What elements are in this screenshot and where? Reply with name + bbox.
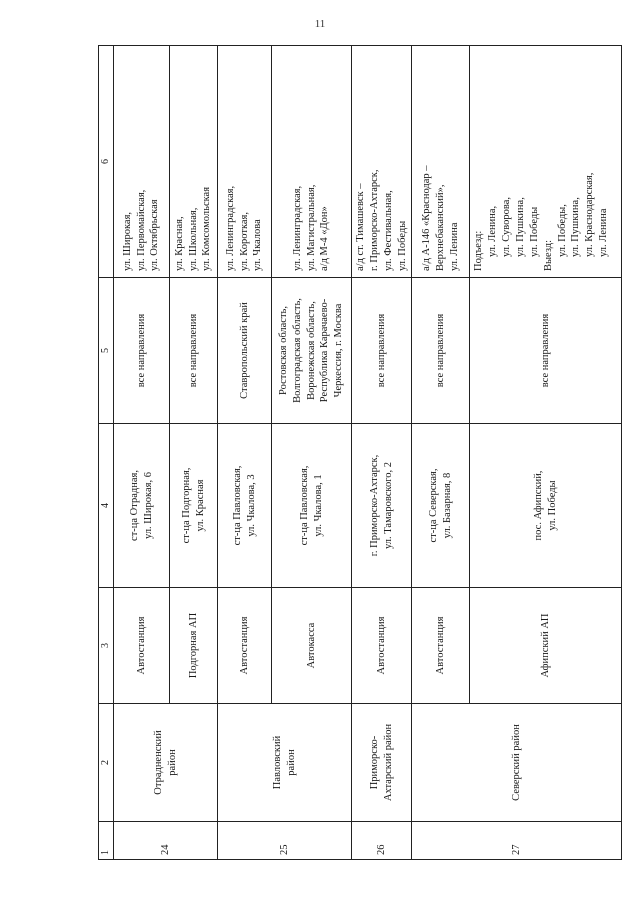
header-col-5: 5 <box>99 278 114 424</box>
district-cell: Павловский район <box>218 704 352 822</box>
header-row <box>99 46 114 860</box>
header-col-6: 6 <box>99 46 114 278</box>
direction-cell: Ставропольский край <box>218 278 272 424</box>
table-row <box>352 46 412 860</box>
station-address-cell: ст-ца Подгорная, ул. Красная <box>170 424 218 588</box>
station-type-cell: Подгорная АП <box>170 588 218 704</box>
streets-cell: ул. Ленинградская, ул. Короткая, ул. Чкалова <box>218 46 272 278</box>
station-type-cell: Автокасса <box>272 588 352 704</box>
streets-cell: ул. Красная, ул. Школьная, ул. Комсомольская <box>170 46 218 278</box>
station-address-cell: ст-ца Северская, ул. Базарная, 8 <box>412 424 470 588</box>
station-address-cell: ст-ца Павловская, ул. Чкалова, 3 <box>218 424 272 588</box>
bus-stations-table <box>98 45 622 860</box>
streets-cell: а/д ст. Тимашевск – г. Приморско-Ахтарск, ул. Фестивальная, ул. Победы <box>352 46 412 278</box>
table-row <box>114 46 170 860</box>
district-cell: Приморско- Ахтарский район <box>352 704 412 822</box>
row-number: 27 <box>412 822 622 860</box>
station-type-cell: Автостанция <box>412 588 470 704</box>
station-type-cell: Афипский АП <box>470 588 622 704</box>
direction-cell: все направления <box>114 278 170 424</box>
rotated-table-wrapper <box>98 46 610 860</box>
district-cell: Отрадненский район <box>114 704 218 822</box>
header-col-3: 3 <box>99 588 114 704</box>
row-number: 25 <box>218 822 352 860</box>
direction-cell: все направления <box>170 278 218 424</box>
station-type-cell: Автостанция <box>218 588 272 704</box>
header-col-1: 1 <box>99 822 114 860</box>
station-address-cell: пос. Афипский, ул. Победы <box>470 424 622 588</box>
streets-cell: Подъезд: ул. Ленина, ул. Суворова, ул. Пушкина, ул. Победы Выезд: ул. Победы, ул. Пушкина, ул. Краснодарская, ул. Ленина <box>470 46 622 278</box>
streets-cell: ул. Широкая, ул. Первомайская, ул. Октябрьская <box>114 46 170 278</box>
station-type-cell: Автостанция <box>352 588 412 704</box>
table-row <box>412 46 470 860</box>
station-type-cell: Автостанция <box>114 588 170 704</box>
row-number: 24 <box>114 822 218 860</box>
header-col-2: 2 <box>99 704 114 822</box>
row-number: 26 <box>352 822 412 860</box>
direction-cell: Ростовская область, Волгоградская область, Воронежская область, Республика Карачаево- Черкессия, г. Москва <box>272 278 352 424</box>
station-address-cell: ст-ца Отрадная, ул. Широкая, 6 <box>114 424 170 588</box>
table-area <box>98 46 610 860</box>
direction-cell: все направления <box>470 278 622 424</box>
station-address-cell: ст-ца Павловская, ул. Чкалова, 1 <box>272 424 352 588</box>
table-row <box>218 46 272 860</box>
streets-cell: а/д А-146 «Краснодар – Верхнебаканский», ул. Ленина <box>412 46 470 278</box>
streets-cell: ул. Ленинградская, ул. Магистральная, а/д М-4 «Дон» <box>272 46 352 278</box>
station-address-cell: г. Приморско-Ахтарск, ул. Тамаровского, 2 <box>352 424 412 588</box>
page-number: 11 <box>314 18 326 30</box>
district-cell: Северский район <box>412 704 622 822</box>
header-col-4: 4 <box>99 424 114 588</box>
direction-cell: все направления <box>412 278 470 424</box>
direction-cell: все направления <box>352 278 412 424</box>
